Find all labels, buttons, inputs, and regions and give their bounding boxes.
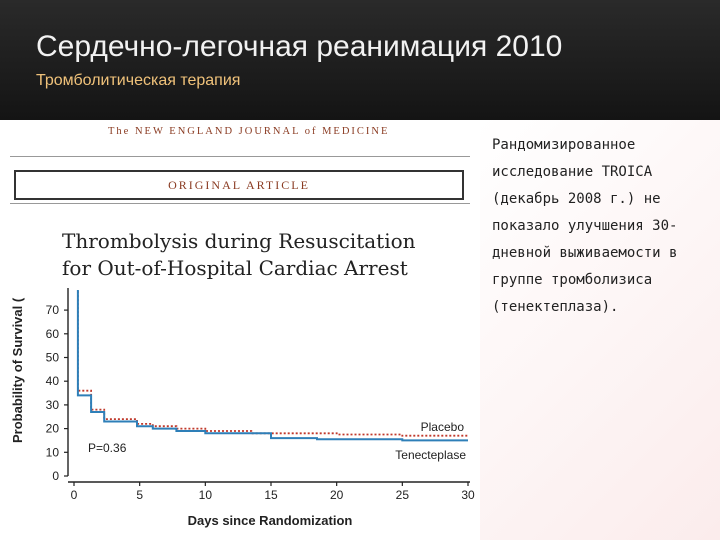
series-label-tenecteplase: Tenecteplase	[395, 448, 466, 462]
y-tick-label: 60	[45, 326, 59, 341]
x-axis-title: Days since Randomization	[187, 513, 353, 528]
y-tick-label: 30	[45, 397, 59, 412]
y-tick-label: 10	[45, 445, 59, 460]
y-tick-label: 70	[45, 303, 59, 318]
x-tick-label: 25	[395, 488, 410, 502]
chart-series	[74, 239, 468, 440]
series-label-placebo: Placebo	[420, 420, 464, 434]
x-tick-label: 30	[461, 488, 475, 502]
chart-labels	[10, 297, 475, 528]
x-tick-label: 0	[70, 488, 78, 502]
p-value-annotation: P=0.36	[88, 441, 127, 455]
y-tick-label: 40	[45, 374, 59, 389]
body-text: Рандомизированное исследование TROICA (декабрь 2008 г.) не показало улучшения 30-дневной выживаемости в группе тромболизиса (тенектеплаза).	[492, 137, 678, 315]
y-tick-label: 20	[45, 421, 59, 436]
slide-title: Сердечно-легочная реанимация 2010	[36, 30, 563, 63]
article-title-line-2: for Out-of-Hospital Cardiac Arrest	[62, 256, 408, 280]
x-tick-label: 20	[329, 488, 344, 502]
slide-subtitle: Тромболитическая терапия	[36, 72, 241, 89]
series-line-tenecteplase	[74, 239, 468, 440]
journal-masthead: The NEW ENGLAND JOURNAL of MEDICINE	[108, 126, 390, 137]
y-tick-label: 0	[52, 469, 59, 483]
article-type-label: ORIGINAL ARTICLE	[168, 178, 310, 192]
y-tick-label: 50	[45, 350, 59, 365]
x-tick-label: 5	[136, 488, 144, 502]
text-panel	[480, 120, 720, 540]
article-title-line-1: Thrombolysis during Resuscitation	[62, 229, 416, 253]
series-line-placebo	[74, 239, 468, 436]
y-axis-title: Probability of Survival (	[10, 297, 25, 443]
x-tick-label: 15	[264, 488, 278, 502]
x-tick-label: 10	[198, 488, 213, 502]
